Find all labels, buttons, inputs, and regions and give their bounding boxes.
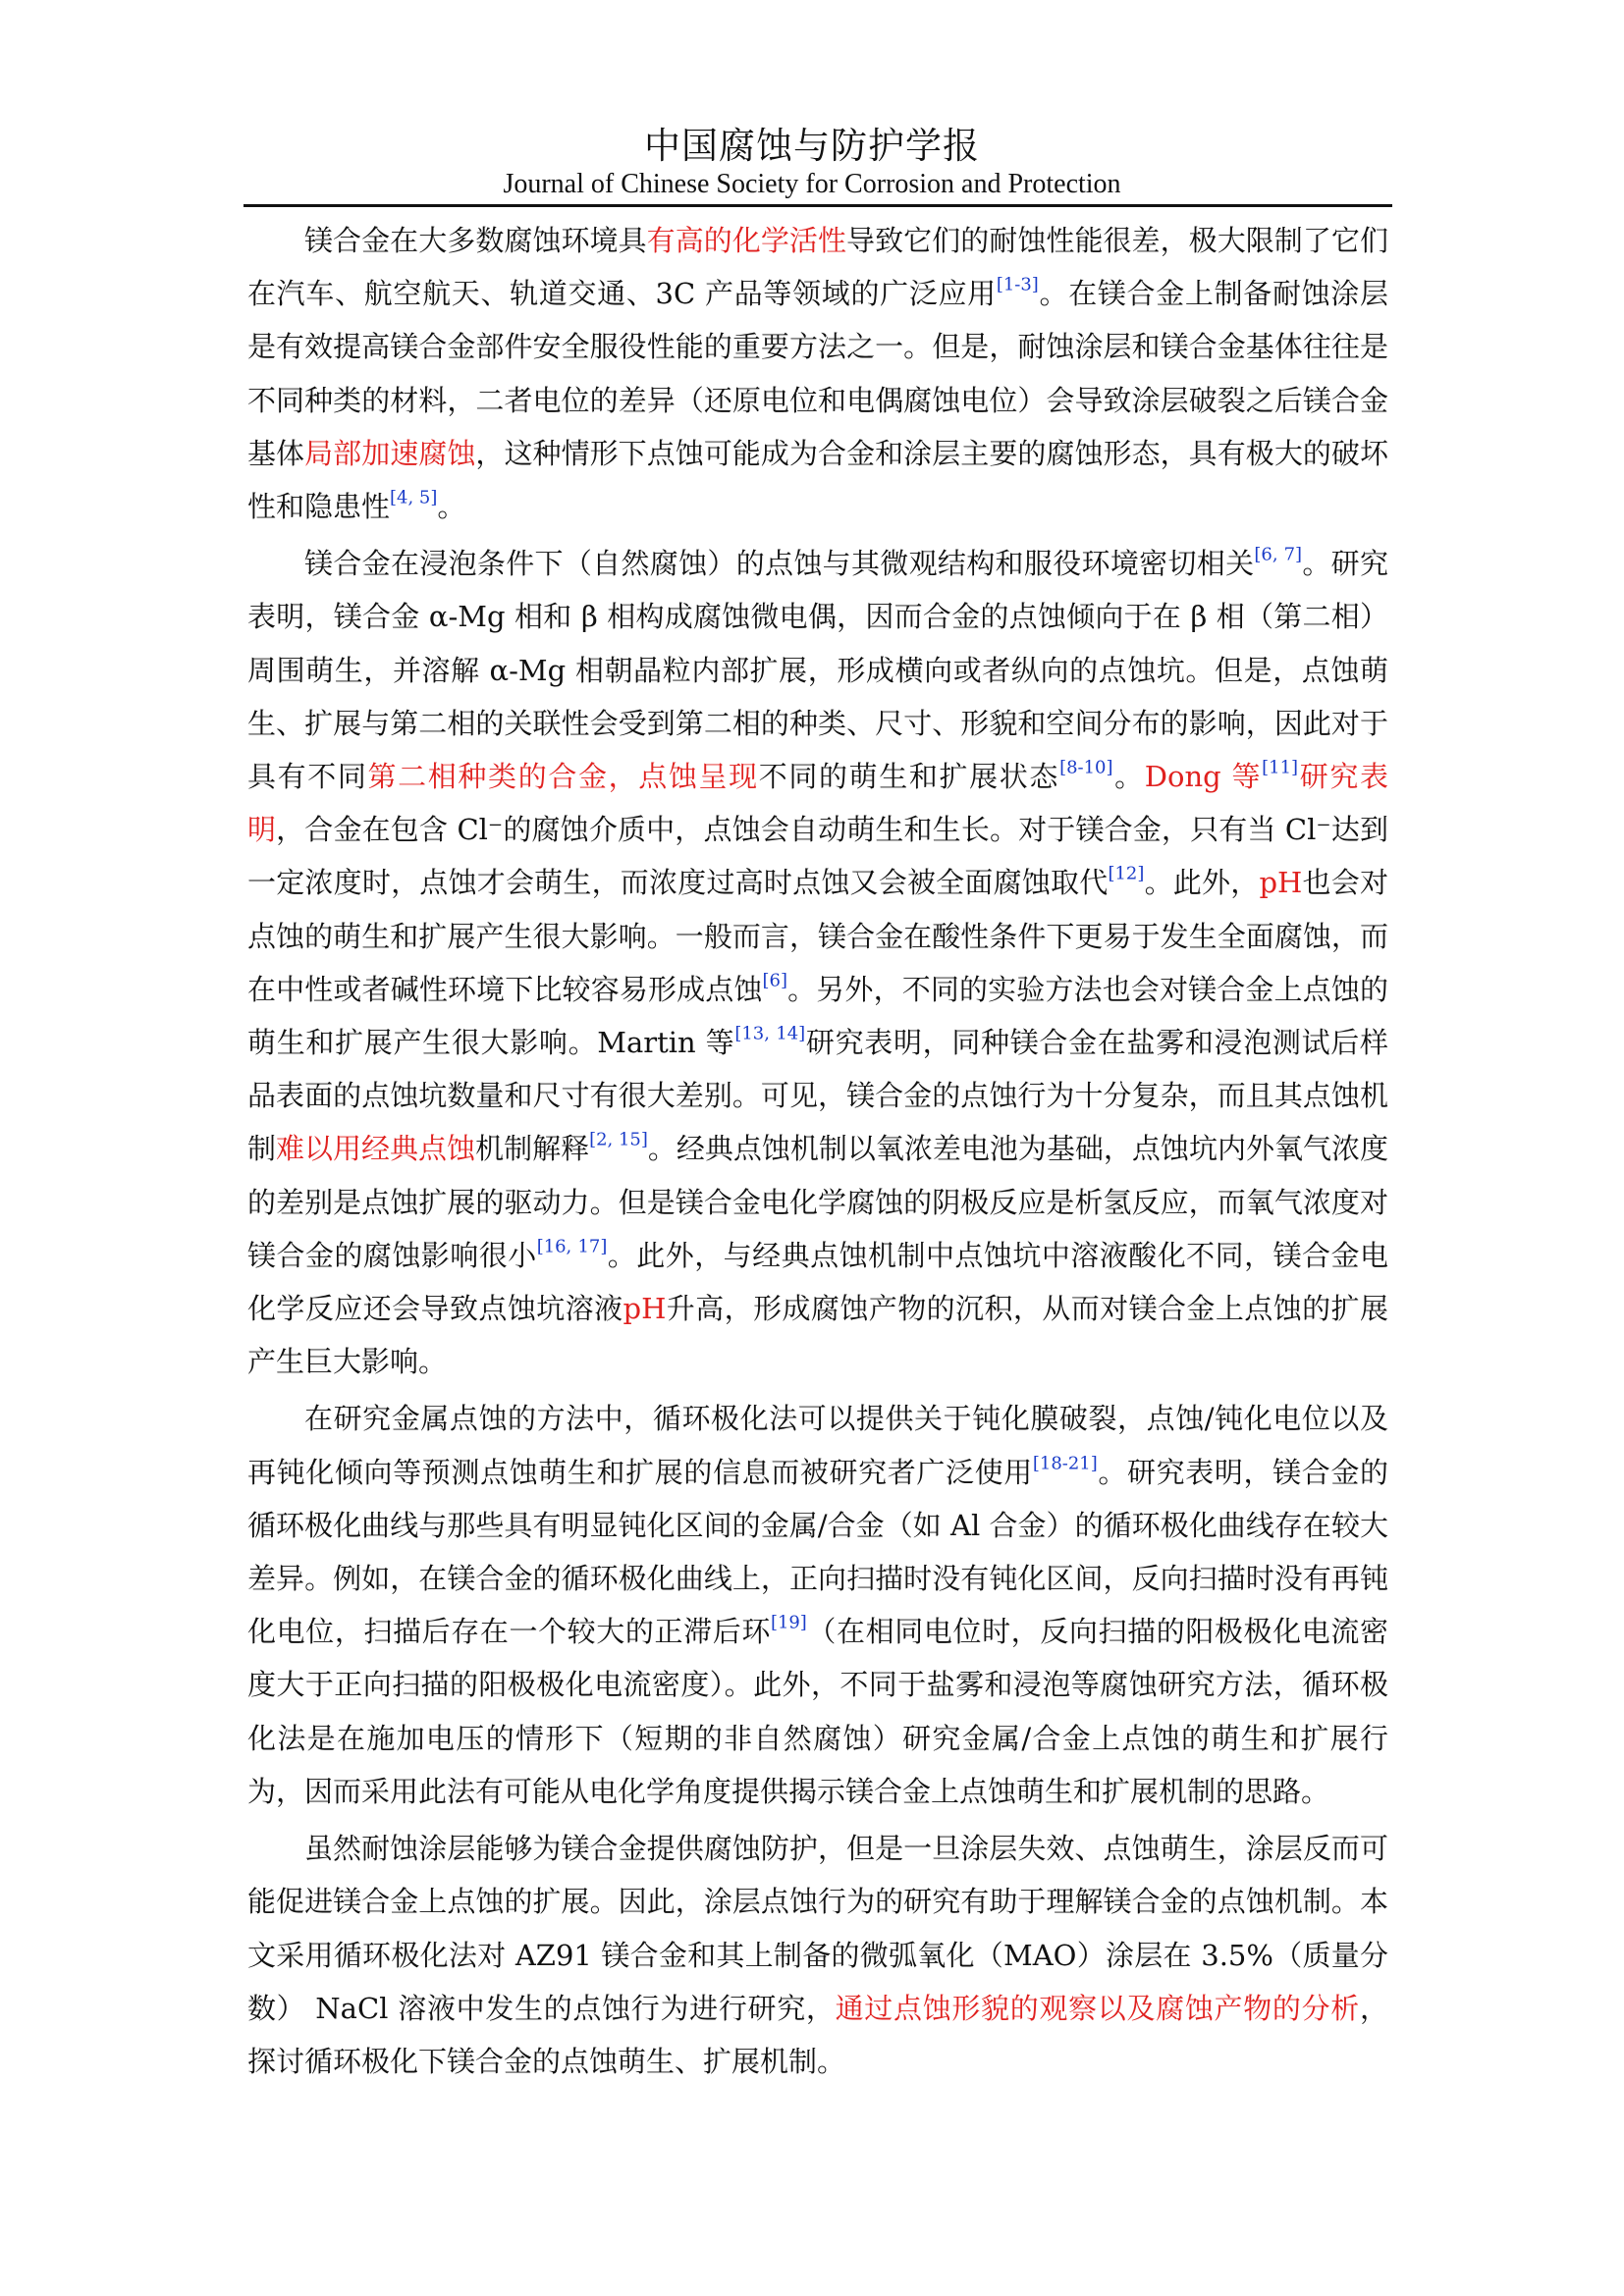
- text-run: 也会对点蚀的萌生和扩展产生很大影响。一般而言，镁合金在酸性条件下更易于发生全面腐蚀，而在中性或者碱性环境下比较容易形成点蚀: [247, 866, 1388, 1006]
- text-run: 。此外，与经典点蚀机制中点蚀坑中溶液酸化不同，镁合金电化学反应还会导致点蚀坑溶液: [247, 1238, 1388, 1326]
- text-run: ，探讨循环极化下镁合金的点蚀萌生、扩展机制。: [247, 1991, 1388, 2078]
- text-run: 研究表明，同种镁合金在盐雾和浸泡测试后样品表面的点蚀坑数量和尺寸有很大差别。可见，镁合金的点蚀行为十分复杂，而且其点蚀机制: [247, 1026, 1388, 1166]
- citation-ref: [1-3]: [996, 274, 1039, 295]
- text-run: 虽然耐蚀涂层能够为镁合金提供腐蚀防护，但是一旦涂层失效、点蚀萌生，涂层反而可能促进镁合金上点蚀的扩展。因此，涂层点蚀行为的研究有助于理解镁合金的点蚀机制。本文采用循环极化法对 AZ91 镁合金和其上制备的微弧氧化（MAO）涂层在 3.5%（质量分数） NaCl 溶液中发生的点蚀行为进行研究，: [247, 1832, 1388, 2025]
- text-run: 导致它们的耐蚀性能很差，极大限制了它们在汽车、航空航天、轨道交通、3C 产品等领域的广泛应用: [247, 224, 1388, 311]
- citation-ref: [11]: [1262, 757, 1299, 778]
- highlighted-text: 难以用经典点蚀: [276, 1132, 476, 1166]
- citation-ref: [16, 17]: [536, 1236, 608, 1257]
- citation-ref: [6, 7]: [1254, 544, 1303, 565]
- text-run: ，合金在包含 Cl⁻的腐蚀介质中，点蚀会自动萌生和生长。对于镁合金，只有当 Cl⁻达到一定浓度时，点蚀才会萌生，而浓度过高时点蚀又会被全面腐蚀取代: [247, 813, 1388, 900]
- text-run: 镁合金在浸泡条件下（自然腐蚀）的点蚀与其微观结构和服役环境密切相关: [304, 547, 1255, 581]
- citation-ref: [4, 5]: [390, 487, 438, 508]
- highlighted-text: 第二相种类的合金，点蚀呈现: [367, 760, 759, 794]
- text-run: 。此外，: [1144, 866, 1260, 900]
- paragraph-2: [247, 537, 1388, 1388]
- paragraph-1: [247, 214, 1388, 533]
- text-run: 升高，形成腐蚀产物的沉积，从而对镁合金上点蚀的扩展产生巨大影响。: [247, 1292, 1388, 1379]
- text-run: 在研究金属点蚀的方法中，循环极化法可以提供关于钝化膜破裂，点蚀/钝化电位以及再钝化倾向等预测点蚀萌生和扩展的信息而被研究者广泛使用: [247, 1402, 1388, 1489]
- citation-ref: [8-10]: [1059, 757, 1113, 778]
- highlighted-text: 局部加速腐蚀: [304, 436, 476, 470]
- text-run: （在相同电位时，反向扫描的阳极极化电流密度大于正向扫描的阳极极化电流密度）。此外，不同于盐雾和浸泡等腐蚀研究方法，循环极化法是在施加电压的情形下（短期的非自然腐蚀）研究金属/合金上点蚀的萌生和扩展行为，因而采用此法有可能从电化学角度提供揭示镁合金上点蚀萌生和扩展机制的思路。: [247, 1615, 1388, 1808]
- text-run: 。: [1112, 760, 1145, 794]
- paragraph-3: [247, 1392, 1388, 1818]
- highlighted-text: pH: [623, 1292, 667, 1326]
- citation-ref: [2, 15]: [589, 1129, 648, 1150]
- text-run: 。: [437, 490, 466, 524]
- citation-ref: [6]: [762, 970, 787, 991]
- highlighted-text: 有高的化学活性: [646, 224, 847, 257]
- article-body: [247, 214, 1388, 2092]
- text-run: 不同的萌生和扩展状态: [758, 760, 1060, 794]
- citation-ref: [18-21]: [1032, 1453, 1098, 1474]
- highlighted-text: 研究表明: [247, 760, 1388, 847]
- text-run: 。研究表明，镁合金的循环极化曲线与那些具有明显钝化区间的金属/合金（如 Al 合金）的循环极化曲线存在较大差异。例如，在镁合金的循环极化曲线上，正向扫描时没有钝化区间，反向扫描时没有再钝化电位，扫描后存在一个较大的正滞后环: [247, 1455, 1388, 1649]
- highlighted-text: pH: [1259, 866, 1303, 900]
- journal-title-english: Journal of Chinese Society for Corrosion and Protection: [503, 169, 1121, 199]
- text-run: 。研究表明，镁合金 α-Mg 相和 β 相构成腐蚀微电偶，因而合金的点蚀倾向于在 β 相（第二相）周围萌生，并溶解 α-Mg 相朝晶粒内部扩展，形成横向或者纵向的点蚀坑。但是，点蚀萌生、扩展与第二相的关联性会受到第二相的种类、尺寸、形貌和空间分布的影响，因此对于具有不同: [247, 547, 1388, 794]
- text-run: 。另外，不同的实验方法也会对镁合金上点蚀的萌生和扩展产生很大影响。Martin 等: [247, 972, 1388, 1060]
- header-divider: [244, 204, 1392, 207]
- text-run: 机制解释: [475, 1132, 590, 1166]
- paragraph-4: [247, 1822, 1388, 2088]
- text-run: 。在镁合金上制备耐蚀涂层是有效提高镁合金部件安全服役性能的重要方法之一。但是，耐蚀涂层和镁合金基体往往是不同种类的材料，二者电位的差异（还原电位和电偶腐蚀电位）会导致涂层破裂之后镁合金基体: [247, 277, 1388, 470]
- citation-ref: [19]: [770, 1612, 807, 1633]
- highlighted-text: Dong 等: [1144, 760, 1263, 794]
- text-run: 。经典点蚀机制以氧浓差电池为基础，点蚀坑内外氧气浓度的差别是点蚀扩展的驱动力。但是镁合金电化学腐蚀的阴极反应是析氢反应，而氧气浓度对镁合金的腐蚀影响很小: [247, 1132, 1388, 1272]
- highlighted-text: 通过点蚀形貌的观察以及腐蚀产物的分析: [835, 1991, 1360, 2025]
- text-run: 镁合金在大多数腐蚀环境具: [304, 224, 647, 257]
- citation-ref: [12]: [1108, 863, 1145, 884]
- journal-title-chinese: 中国腐蚀与防护学报: [644, 125, 980, 167]
- text-run: ，这种情形下点蚀可能成为合金和涂层主要的腐蚀形态，具有极大的破坏性和隐患性: [247, 436, 1388, 524]
- citation-ref: [13, 14]: [734, 1023, 806, 1044]
